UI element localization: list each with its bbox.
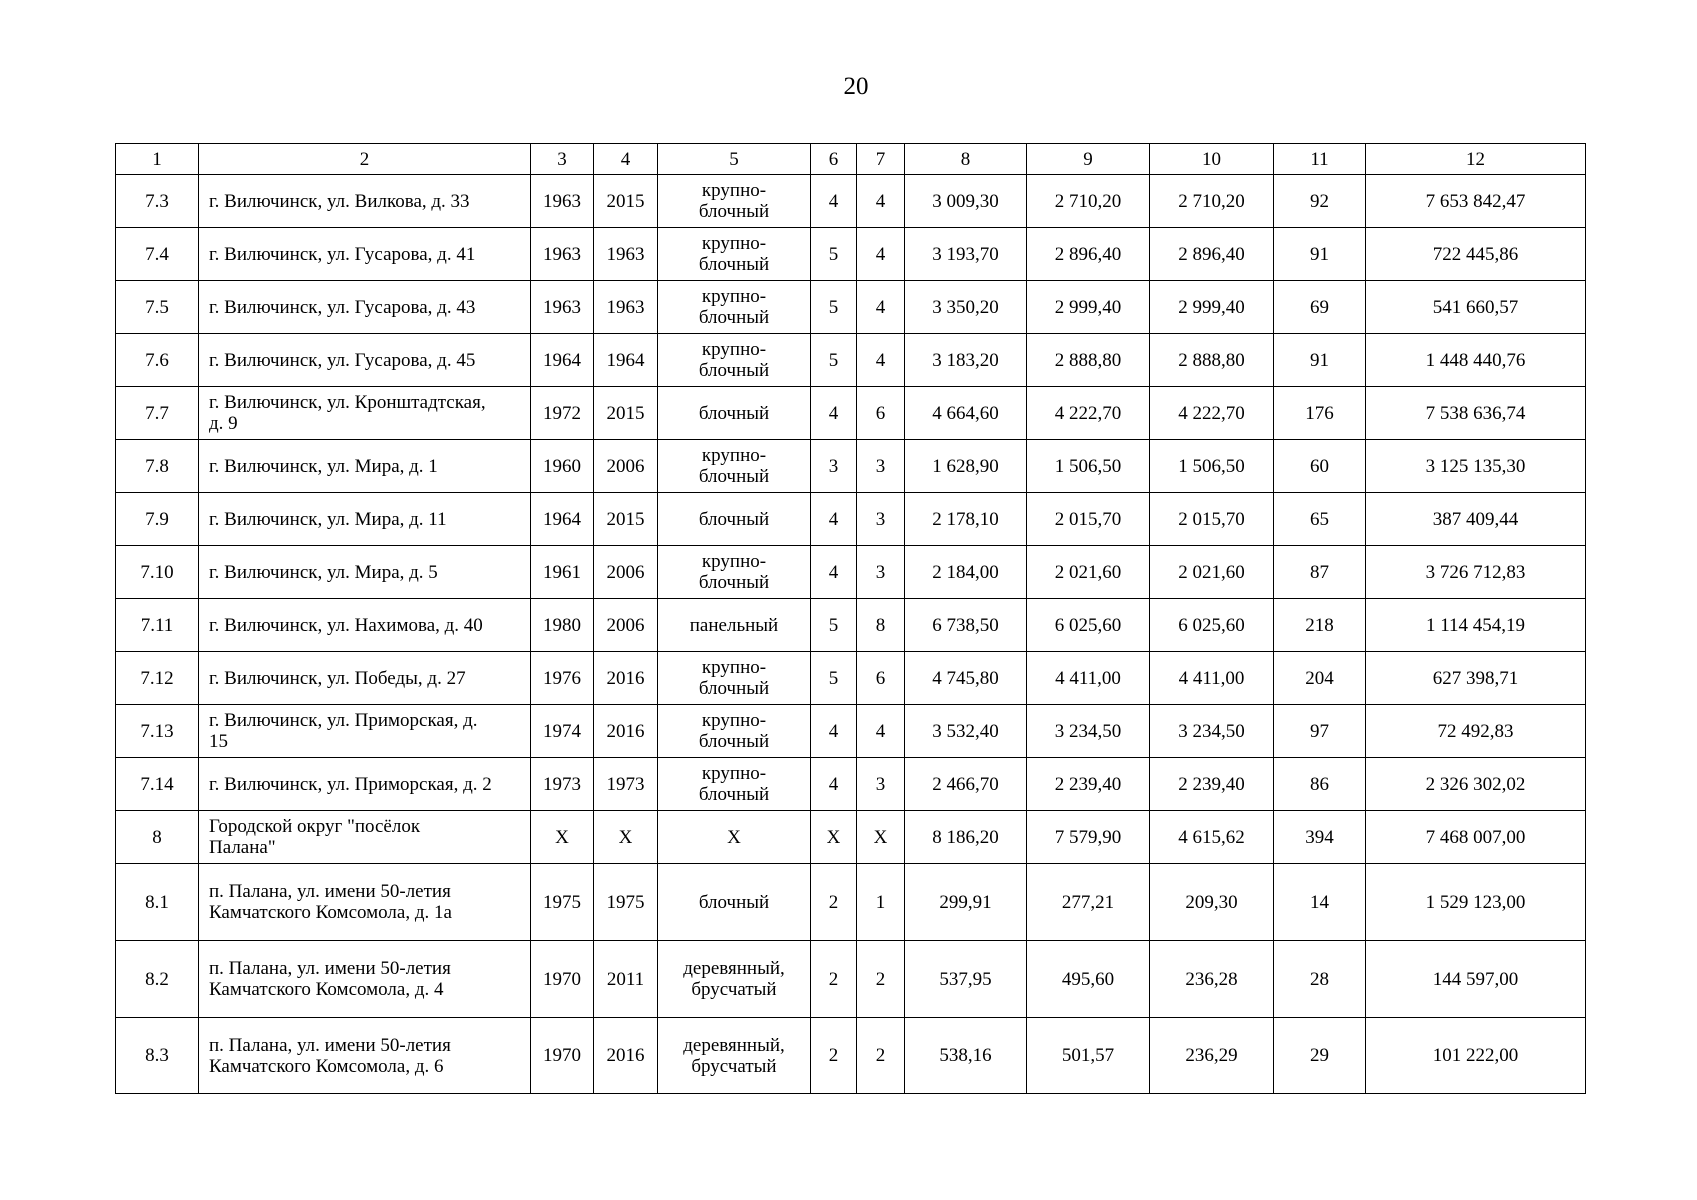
table-row (116, 811, 1586, 864)
cell-year-renovated: 2011 (594, 941, 658, 1018)
cell-year-built: 1963 (531, 281, 594, 334)
cell-address: г. Вилючинск, ул. Нахимова, д. 40 (199, 599, 531, 652)
cell-entrances: 2 (857, 941, 905, 1018)
cell-residents: 60 (1274, 440, 1366, 493)
cell-address: г. Вилючинск, ул. Мира, д. 1 (199, 440, 531, 493)
cell-row-index: 7.9 (116, 493, 199, 546)
cell-address: г. Вилючинск, ул. Вилкова, д. 33 (199, 175, 531, 228)
cell-floors: 2 (811, 1018, 857, 1094)
cell-entrances: 6 (857, 652, 905, 705)
cell-address: г. Вилючинск, ул. Мира, д. 11 (199, 493, 531, 546)
cell-cost: 7 468 007,00 (1366, 811, 1586, 864)
table-row (116, 864, 1586, 941)
cell-wall-material: деревянный, брусчатый (658, 941, 811, 1018)
cell-row-index: 8.3 (116, 1018, 199, 1094)
cell-floors: 2 (811, 864, 857, 941)
cell-private-area: 4 222,70 (1150, 387, 1274, 440)
table-row (116, 228, 1586, 281)
cell-floors: 2 (811, 941, 857, 1018)
cell-total-area: 3 532,40 (905, 705, 1027, 758)
cell-year-renovated: 1963 (594, 228, 658, 281)
column-number: 7 (857, 144, 905, 175)
column-number: 10 (1150, 144, 1274, 175)
cell-year-renovated: 1964 (594, 334, 658, 387)
cell-floors: 4 (811, 493, 857, 546)
cell-floors: 4 (811, 387, 857, 440)
cell-address: г. Вилючинск, ул. Гусарова, д. 41 (199, 228, 531, 281)
cell-residents: 92 (1274, 175, 1366, 228)
cell-cost: 2 326 302,02 (1366, 758, 1586, 811)
cell-residents: 176 (1274, 387, 1366, 440)
cell-row-index: 7.13 (116, 705, 199, 758)
cell-private-area: 6 025,60 (1150, 599, 1274, 652)
table-row (116, 705, 1586, 758)
cell-private-area: 2 015,70 (1150, 493, 1274, 546)
cell-entrances: 4 (857, 705, 905, 758)
cell-private-area: 4 615,62 (1150, 811, 1274, 864)
cell-cost: 1 114 454,19 (1366, 599, 1586, 652)
cell-entrances: X (857, 811, 905, 864)
cell-row-index: 7.6 (116, 334, 199, 387)
column-number-row (116, 144, 1586, 175)
cell-wall-material: блочный (658, 493, 811, 546)
table-row (116, 652, 1586, 705)
cell-floors: 5 (811, 228, 857, 281)
cell-address: п. Палана, ул. имени 50-летия Камчатского Комсомола, д. 4 (199, 941, 531, 1018)
cell-wall-material: крупно- блочный (658, 652, 811, 705)
cell-year-renovated: 2016 (594, 652, 658, 705)
cell-entrances: 3 (857, 758, 905, 811)
cell-row-index: 7.10 (116, 546, 199, 599)
cell-residential-area: 4 411,00 (1027, 652, 1150, 705)
cell-year-built: 1963 (531, 175, 594, 228)
cell-entrances: 3 (857, 546, 905, 599)
cell-row-index: 8.1 (116, 864, 199, 941)
cell-row-index: 7.12 (116, 652, 199, 705)
cell-residential-area: 277,21 (1027, 864, 1150, 941)
cell-residents: 218 (1274, 599, 1366, 652)
cell-total-area: 6 738,50 (905, 599, 1027, 652)
cell-cost: 72 492,83 (1366, 705, 1586, 758)
cell-row-index: 7.8 (116, 440, 199, 493)
column-number: 5 (658, 144, 811, 175)
cell-year-built: 1980 (531, 599, 594, 652)
cell-cost: 722 445,86 (1366, 228, 1586, 281)
table-row (116, 175, 1586, 228)
cell-row-index: 7.5 (116, 281, 199, 334)
cell-total-area: 8 186,20 (905, 811, 1027, 864)
cell-total-area: 1 628,90 (905, 440, 1027, 493)
housing-registry-table (115, 143, 1586, 1094)
cell-total-area: 3 009,30 (905, 175, 1027, 228)
cell-total-area: 537,95 (905, 941, 1027, 1018)
cell-floors: 4 (811, 546, 857, 599)
cell-entrances: 6 (857, 387, 905, 440)
cell-residents: 97 (1274, 705, 1366, 758)
cell-entrances: 2 (857, 1018, 905, 1094)
cell-year-renovated: 2006 (594, 546, 658, 599)
cell-entrances: 3 (857, 493, 905, 546)
cell-year-built: 1976 (531, 652, 594, 705)
cell-year-renovated: 1973 (594, 758, 658, 811)
cell-wall-material: крупно- блочный (658, 440, 811, 493)
cell-wall-material: крупно- блочный (658, 281, 811, 334)
cell-floors: 4 (811, 758, 857, 811)
cell-year-built: 1963 (531, 228, 594, 281)
column-number: 6 (811, 144, 857, 175)
cell-residential-area: 2 015,70 (1027, 493, 1150, 546)
cell-wall-material: деревянный, брусчатый (658, 1018, 811, 1094)
cell-total-area: 3 193,70 (905, 228, 1027, 281)
cell-total-area: 2 466,70 (905, 758, 1027, 811)
cell-address: г. Вилючинск, ул. Приморская, д. 15 (199, 705, 531, 758)
cell-year-renovated: 2016 (594, 1018, 658, 1094)
cell-cost: 101 222,00 (1366, 1018, 1586, 1094)
cell-row-index: 7.11 (116, 599, 199, 652)
cell-residential-area: 2 999,40 (1027, 281, 1150, 334)
cell-residents: 394 (1274, 811, 1366, 864)
cell-cost: 541 660,57 (1366, 281, 1586, 334)
cell-private-area: 2 710,20 (1150, 175, 1274, 228)
table-row (116, 1018, 1586, 1094)
cell-total-area: 4 664,60 (905, 387, 1027, 440)
cell-address: г. Вилючинск, ул. Приморская, д. 2 (199, 758, 531, 811)
cell-wall-material: панельный (658, 599, 811, 652)
cell-address: г. Вилючинск, ул. Кронштадтская, д. 9 (199, 387, 531, 440)
cell-cost: 627 398,71 (1366, 652, 1586, 705)
column-number: 12 (1366, 144, 1586, 175)
cell-residential-area: 3 234,50 (1027, 705, 1150, 758)
cell-year-renovated: 2006 (594, 599, 658, 652)
cell-year-renovated: 2016 (594, 705, 658, 758)
cell-floors: 4 (811, 175, 857, 228)
column-number: 4 (594, 144, 658, 175)
cell-residential-area: 2 239,40 (1027, 758, 1150, 811)
cell-address: п. Палана, ул. имени 50-летия Камчатского Комсомола, д. 1а (199, 864, 531, 941)
cell-total-area: 538,16 (905, 1018, 1027, 1094)
cell-residents: 65 (1274, 493, 1366, 546)
cell-total-area: 4 745,80 (905, 652, 1027, 705)
cell-private-area: 2 239,40 (1150, 758, 1274, 811)
cell-residential-area: 6 025,60 (1027, 599, 1150, 652)
cell-year-renovated: 2006 (594, 440, 658, 493)
column-number: 1 (116, 144, 199, 175)
column-number: 8 (905, 144, 1027, 175)
cell-entrances: 4 (857, 334, 905, 387)
cell-private-area: 2 888,80 (1150, 334, 1274, 387)
column-number: 3 (531, 144, 594, 175)
cell-address: г. Вилючинск, ул. Гусарова, д. 43 (199, 281, 531, 334)
cell-row-index: 7.4 (116, 228, 199, 281)
cell-address: Городской округ "посёлок Палана" (199, 811, 531, 864)
cell-year-built: 1974 (531, 705, 594, 758)
cell-residential-area: 2 888,80 (1027, 334, 1150, 387)
table-row (116, 440, 1586, 493)
cell-residents: 86 (1274, 758, 1366, 811)
table-row (116, 281, 1586, 334)
cell-year-built: 1960 (531, 440, 594, 493)
cell-address: г. Вилючинск, ул. Победы, д. 27 (199, 652, 531, 705)
cell-floors: 5 (811, 599, 857, 652)
cell-wall-material: X (658, 811, 811, 864)
table-row (116, 387, 1586, 440)
table-row (116, 599, 1586, 652)
cell-residents: 69 (1274, 281, 1366, 334)
cell-total-area: 3 183,20 (905, 334, 1027, 387)
table-row (116, 493, 1586, 546)
cell-entrances: 4 (857, 281, 905, 334)
cell-floors: 4 (811, 705, 857, 758)
cell-year-renovated: X (594, 811, 658, 864)
cell-wall-material: крупно- блочный (658, 228, 811, 281)
cell-year-renovated: 2015 (594, 493, 658, 546)
cell-residential-area: 2 896,40 (1027, 228, 1150, 281)
cell-cost: 144 597,00 (1366, 941, 1586, 1018)
cell-residents: 29 (1274, 1018, 1366, 1094)
cell-year-renovated: 1963 (594, 281, 658, 334)
cell-floors: 5 (811, 652, 857, 705)
cell-floors: 3 (811, 440, 857, 493)
cell-year-built: 1961 (531, 546, 594, 599)
cell-cost: 387 409,44 (1366, 493, 1586, 546)
cell-wall-material: блочный (658, 864, 811, 941)
cell-cost: 7 653 842,47 (1366, 175, 1586, 228)
cell-floors: 5 (811, 281, 857, 334)
cell-row-index: 7.14 (116, 758, 199, 811)
cell-private-area: 236,29 (1150, 1018, 1274, 1094)
table-row (116, 758, 1586, 811)
cell-year-built: 1972 (531, 387, 594, 440)
cell-residents: 204 (1274, 652, 1366, 705)
cell-private-area: 209,30 (1150, 864, 1274, 941)
column-number: 2 (199, 144, 531, 175)
cell-wall-material: крупно- блочный (658, 705, 811, 758)
cell-year-built: 1964 (531, 493, 594, 546)
cell-entrances: 4 (857, 175, 905, 228)
cell-floors: X (811, 811, 857, 864)
cell-private-area: 2 896,40 (1150, 228, 1274, 281)
cell-cost: 3 125 135,30 (1366, 440, 1586, 493)
cell-row-index: 8 (116, 811, 199, 864)
table-row (116, 546, 1586, 599)
cell-private-area: 1 506,50 (1150, 440, 1274, 493)
cell-entrances: 4 (857, 228, 905, 281)
cell-total-area: 2 178,10 (905, 493, 1027, 546)
cell-entrances: 8 (857, 599, 905, 652)
cell-address: п. Палана, ул. имени 50-летия Камчатского Комсомола, д. 6 (199, 1018, 531, 1094)
cell-row-index: 7.7 (116, 387, 199, 440)
cell-residential-area: 1 506,50 (1027, 440, 1150, 493)
page-number: 20 (843, 73, 869, 100)
cell-private-area: 236,28 (1150, 941, 1274, 1018)
cell-residents: 87 (1274, 546, 1366, 599)
cell-residents: 14 (1274, 864, 1366, 941)
table-row (116, 334, 1586, 387)
cell-private-area: 2 999,40 (1150, 281, 1274, 334)
cell-year-built: 1970 (531, 1018, 594, 1094)
cell-wall-material: крупно- блочный (658, 175, 811, 228)
cell-year-built: 1973 (531, 758, 594, 811)
cell-row-index: 8.2 (116, 941, 199, 1018)
cell-cost: 1 529 123,00 (1366, 864, 1586, 941)
cell-entrances: 1 (857, 864, 905, 941)
cell-total-area: 299,91 (905, 864, 1027, 941)
cell-residential-area: 501,57 (1027, 1018, 1150, 1094)
cell-row-index: 7.3 (116, 175, 199, 228)
cell-total-area: 3 350,20 (905, 281, 1027, 334)
cell-year-built: X (531, 811, 594, 864)
cell-residential-area: 2 021,60 (1027, 546, 1150, 599)
cell-year-built: 1975 (531, 864, 594, 941)
cell-year-renovated: 2015 (594, 387, 658, 440)
cell-cost: 3 726 712,83 (1366, 546, 1586, 599)
table-row (116, 941, 1586, 1018)
cell-wall-material: крупно- блочный (658, 758, 811, 811)
cell-address: г. Вилючинск, ул. Гусарова, д. 45 (199, 334, 531, 387)
cell-residents: 91 (1274, 228, 1366, 281)
cell-address: г. Вилючинск, ул. Мира, д. 5 (199, 546, 531, 599)
cell-cost: 1 448 440,76 (1366, 334, 1586, 387)
cell-year-built: 1970 (531, 941, 594, 1018)
column-number: 11 (1274, 144, 1366, 175)
cell-residential-area: 495,60 (1027, 941, 1150, 1018)
cell-year-built: 1964 (531, 334, 594, 387)
cell-residents: 28 (1274, 941, 1366, 1018)
cell-year-renovated: 2015 (594, 175, 658, 228)
cell-private-area: 3 234,50 (1150, 705, 1274, 758)
cell-entrances: 3 (857, 440, 905, 493)
cell-wall-material: крупно- блочный (658, 334, 811, 387)
cell-private-area: 4 411,00 (1150, 652, 1274, 705)
cell-floors: 5 (811, 334, 857, 387)
cell-private-area: 2 021,60 (1150, 546, 1274, 599)
cell-wall-material: блочный (658, 387, 811, 440)
cell-residential-area: 4 222,70 (1027, 387, 1150, 440)
cell-year-renovated: 1975 (594, 864, 658, 941)
cell-total-area: 2 184,00 (905, 546, 1027, 599)
column-number: 9 (1027, 144, 1150, 175)
cell-cost: 7 538 636,74 (1366, 387, 1586, 440)
cell-residential-area: 2 710,20 (1027, 175, 1150, 228)
cell-residents: 91 (1274, 334, 1366, 387)
cell-residential-area: 7 579,90 (1027, 811, 1150, 864)
cell-wall-material: крупно- блочный (658, 546, 811, 599)
